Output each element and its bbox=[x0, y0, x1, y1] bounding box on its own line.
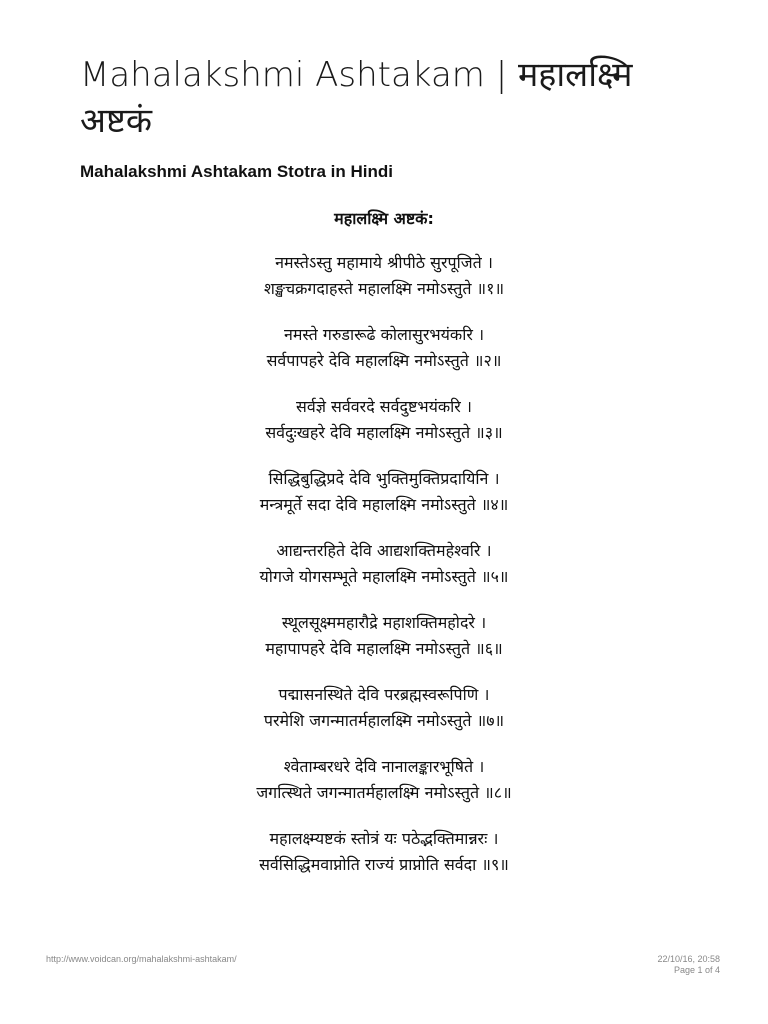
verse-line: सर्वज्ञे सर्ववरदे सर्वदुष्टभयंकरि । bbox=[296, 397, 472, 416]
verse-line: नमस्तेऽस्तु महामाये श्रीपीठे सुरपूजिते । bbox=[275, 253, 493, 272]
subtitle: Mahalakshmi Ashtakam Stotra in Hindi bbox=[80, 162, 393, 181]
verse-line: सर्वदुःखहरे देवि महालक्ष्मि नमोऽस्तुते ॥३॥ bbox=[265, 423, 503, 442]
verse-1 bbox=[0, 250, 768, 302]
verse-line: श्वेताम्बरधरे देवि नानालङ्कारभूषिते । bbox=[283, 757, 485, 776]
verse-2 bbox=[0, 322, 768, 374]
verse-line: महापापहरे देवि महालक्ष्मि नमोऽस्तुते ॥६॥ bbox=[265, 639, 503, 658]
verse-line: शङ्खचक्रगदाहस्ते महालक्ष्मि नमोऽस्तुते ॥१॥ bbox=[263, 279, 505, 298]
verse-line: महालक्ष्म्यष्टकं स्तोत्रं यः पठेद्भक्तिमान्नरः । bbox=[269, 829, 499, 848]
verse-7 bbox=[0, 682, 768, 734]
stotra-heading: महालक्ष्मि अष्टकं: bbox=[334, 209, 434, 228]
footer-page-number: Page 1 of 4 bbox=[673, 965, 720, 975]
verse-6 bbox=[0, 610, 768, 662]
footer-url[interactable]: http://www.voidcan.org/mahalakshmi-ashtakam/ bbox=[46, 954, 237, 964]
verse-9 bbox=[0, 826, 768, 878]
footer-meta bbox=[657, 954, 720, 976]
verse-line: पद्मासनस्थिते देवि परब्रह्मस्वरूपिणि । bbox=[278, 685, 490, 704]
verse-line: परमेशि जगन्मातर्महालक्ष्मि नमोऽस्तुते ॥७॥ bbox=[263, 711, 505, 730]
page-title: Mahalakshmi Ashtakam | महालक्ष्मि अष्टकं bbox=[80, 55, 633, 141]
verse-4 bbox=[0, 466, 768, 518]
verse-line: योगजे योगसम्भूते महालक्ष्मि नमोऽस्तुते ॥५॥ bbox=[259, 567, 509, 586]
verse-line: स्थूलसूक्ष्ममहारौद्रे महाशक्तिमहोदरे । bbox=[281, 613, 487, 632]
verse-line: नमस्ते गरुडारूढे कोलासुरभयंकरि । bbox=[283, 325, 485, 344]
verse-line: सिद्धिबुद्धिप्रदे देवि भुक्तिमुक्तिप्रदायिनि । bbox=[268, 469, 500, 488]
verse-line: मन्त्रमूर्ते सदा देवि महालक्ष्मि नमोऽस्तुते ॥४॥ bbox=[259, 495, 509, 514]
verse-line: सर्वपापहरे देवि महालक्ष्मि नमोऽस्तुते ॥२॥ bbox=[266, 351, 502, 370]
footer-datetime: 22/10/16, 20:58 bbox=[657, 954, 720, 964]
verse-3 bbox=[0, 394, 768, 446]
verse-line: जगत्स्थिते जगन्मातर्महालक्ष्मि नमोऽस्तुते ॥८॥ bbox=[256, 783, 512, 802]
stotra-body bbox=[0, 206, 768, 898]
verse-8 bbox=[0, 754, 768, 806]
verse-line: आद्यन्तरहिते देवि आद्यशक्तिमहेश्वरि । bbox=[276, 541, 492, 560]
verse-line: सर्वसिद्धिमवाप्नोति राज्यं प्राप्नोति सर्वदा ॥९॥ bbox=[259, 855, 509, 874]
verse-5 bbox=[0, 538, 768, 590]
